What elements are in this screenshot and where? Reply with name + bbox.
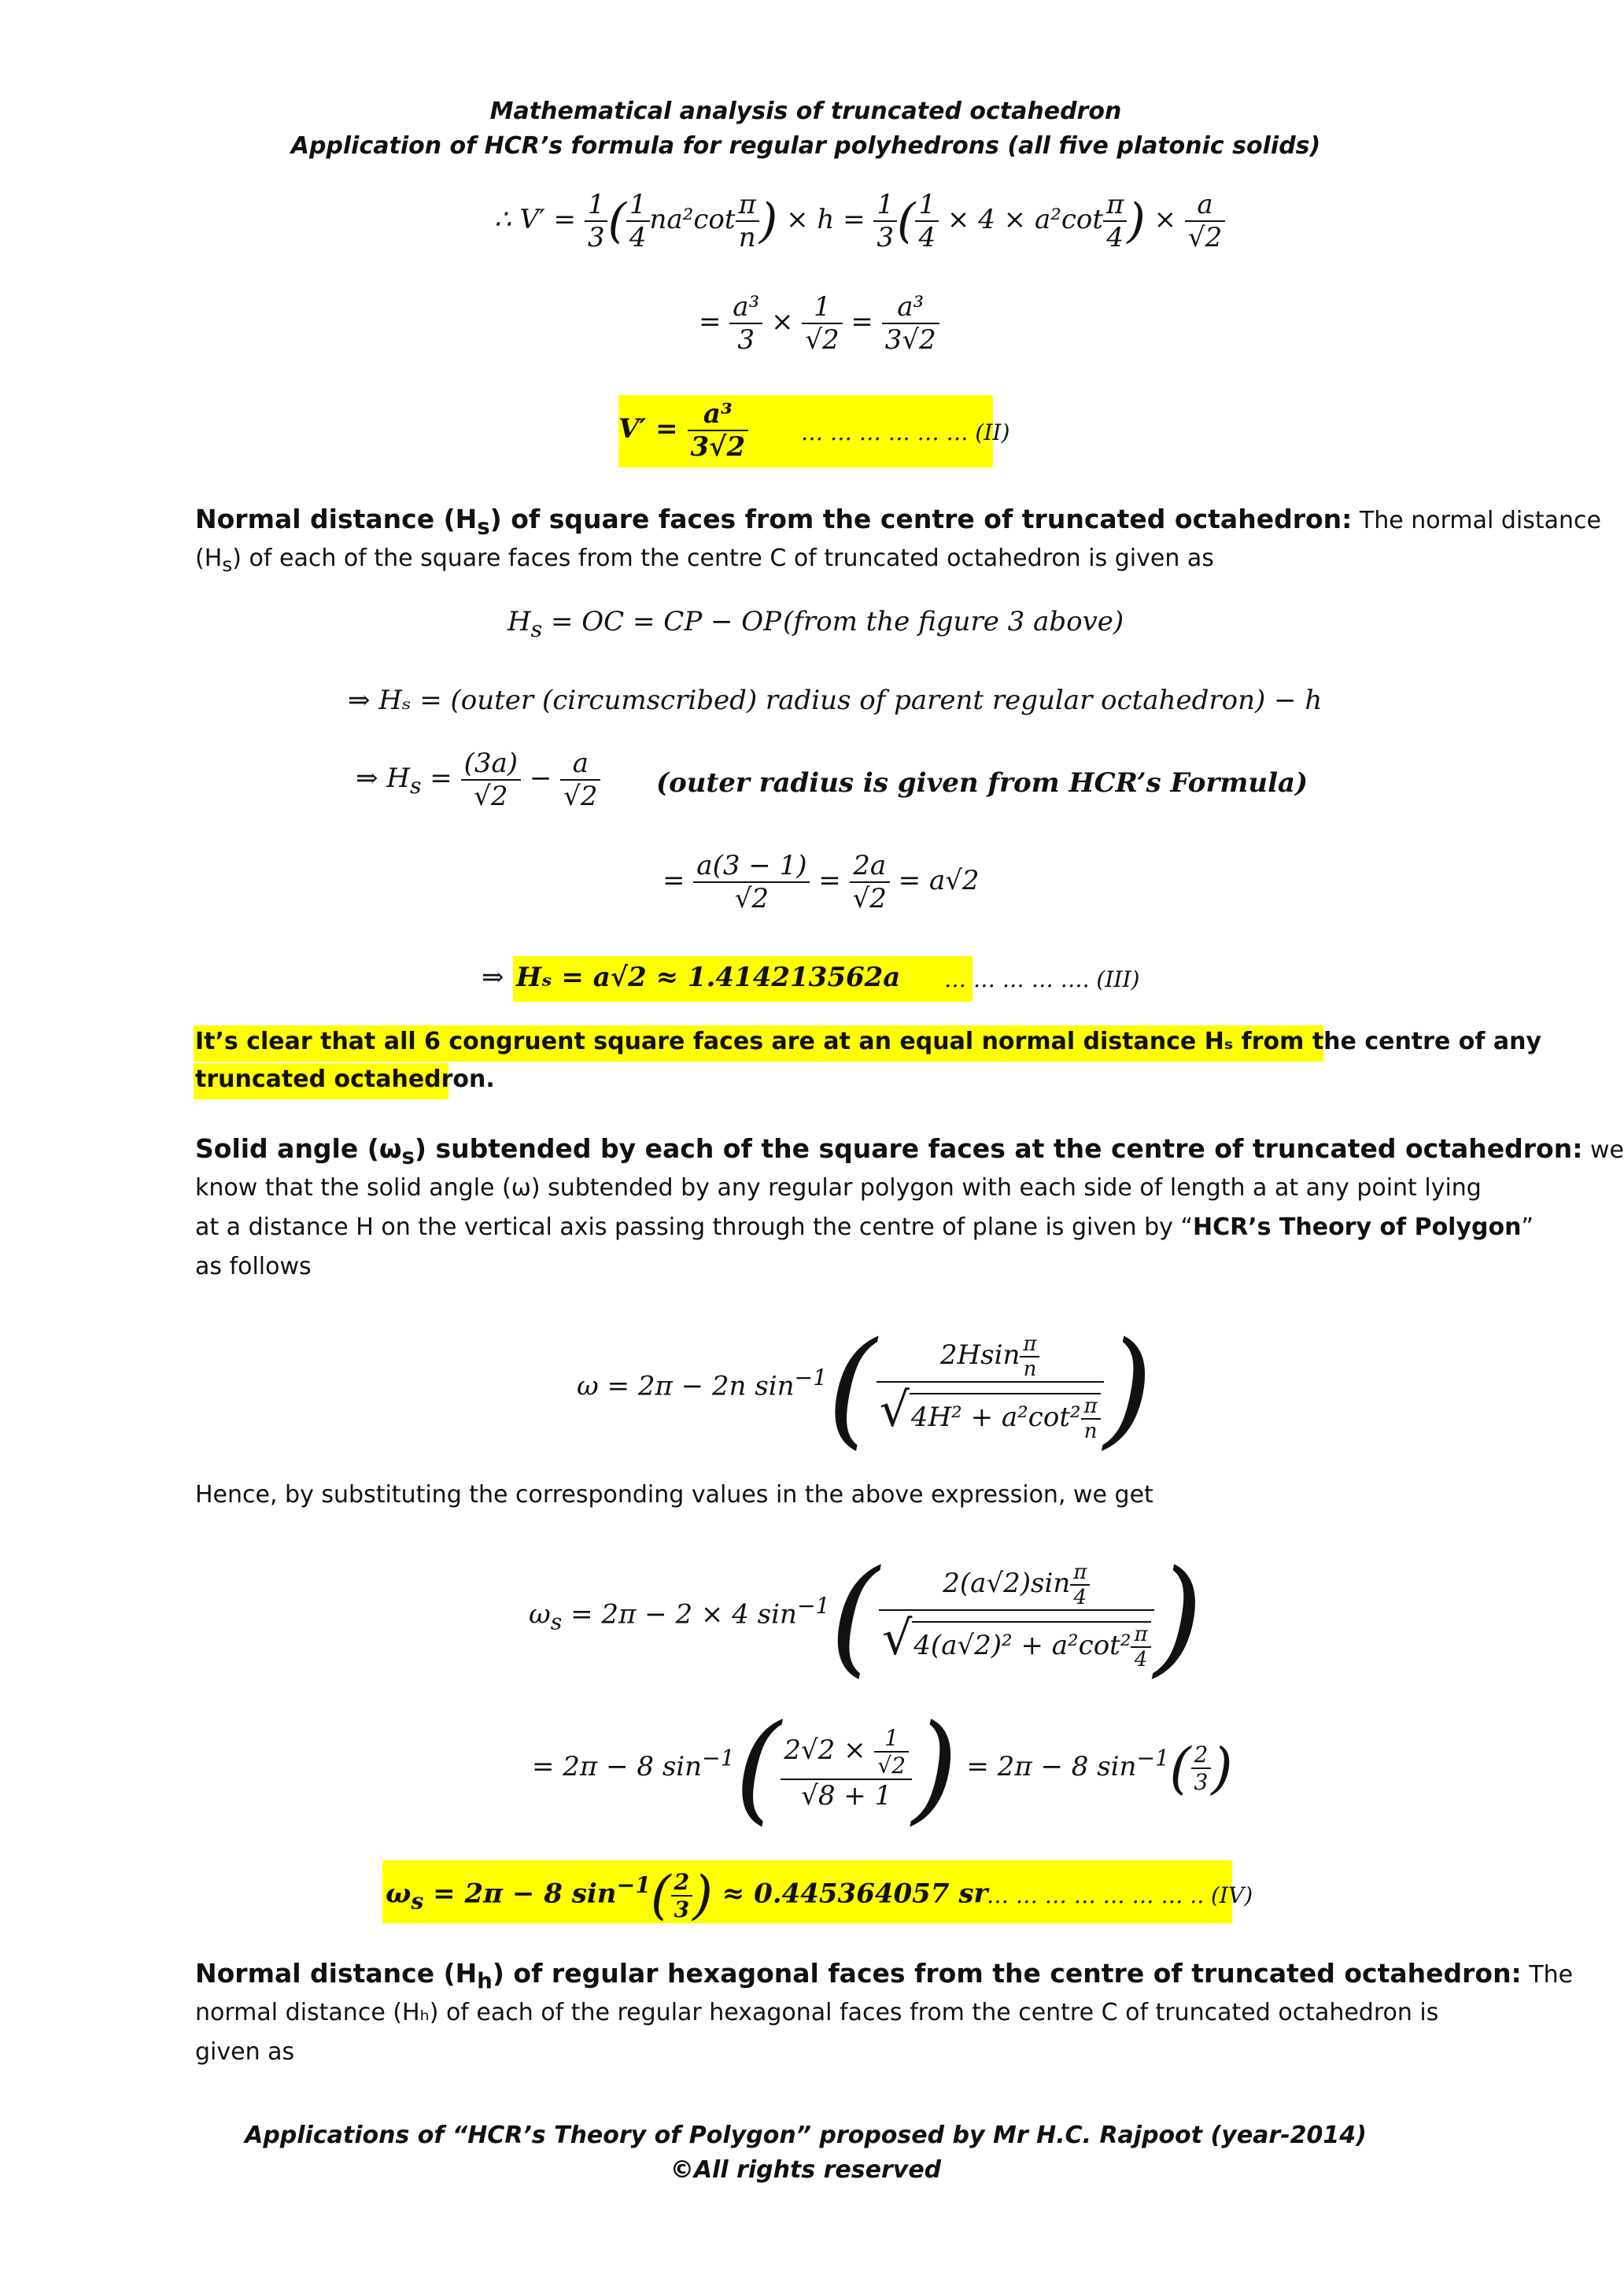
section-hs-heading: Normal distance $(H_s)$ of square faces from the centre of truncated octahedron: The normal distance [195, 504, 1601, 540]
section-ws-line2: know that the solid angle (ω) subtended by any regular polygon with each side of length a at any point lying [195, 1174, 1482, 1202]
footer-copyright: ©All rights reserved [670, 2156, 942, 2184]
hs-equation-4: = $\frac{a(3 - 1)}{√2}$ = $\frac{2a}{√2}$ = a√2 [663, 850, 980, 914]
omega-s-substitution: $\omega_s = 2\pi - 2 \times 4$ $\sin^{-1}$( 2(a√2)sin $\frac{\pi}{4}$ √4(a√2)² + a²cot² $\frac{\pi}{4}$ ) [529, 1542, 1203, 1690]
hs-equation-2: ⇒ Hₛ = (outer (circumscribed) radius of parent regular octahedron) − h [348, 685, 1323, 716]
section-hh-line3: given as [195, 2038, 295, 2066]
omega-s-result: $\omega_s = 2\pi - 8$ $\sin^{-1}$( $\frac{2}{3}$ ) ≈ 0.445364057 sr [386, 1865, 988, 1926]
header-title: Mathematical analysis of truncated octahedron [489, 98, 1122, 125]
hence-text: Hence, by substituting the corresponding values in the above expression, we get [195, 1481, 1153, 1509]
omega-s-simplification: = 2π − 8 $\sin^{-1}$( 2√2 × $\frac{1}{√2}$ √8 + 1 ) = 2π − 8 $\sin^{-1}$( $\frac{2}{3}$ ) [532, 1700, 1233, 1837]
hs-equation-3-note: (outer radius is given from HCR’s Formula) [656, 767, 1308, 799]
hs-equation-1-note: (from the figure 3 above) [783, 606, 1124, 637]
volume-equation-number: … … … … … … (II) [801, 419, 1010, 445]
hs-equation-number: … … … … …. (III) [944, 966, 1140, 992]
footer-credit: Applications of “HCR’s Theory of Polygon” proposed by Mr H.C. Rajpoot (year-2014) [245, 2122, 1367, 2149]
section-ws-heading: Solid angle $(\omega_s)$ subtended by each of the square faces at the centre of truncated octahedron: we [195, 1133, 1624, 1169]
hs-equation-1: $H_s$ = OC = CP − OP [507, 606, 782, 642]
omega-general-formula: ω = 2π − 2n $\sin^{-1}$( 2Hsin $\frac{\pi}{n}$ √4H² + a²cot² $\frac{\pi}{n}$ ) [577, 1314, 1153, 1461]
hs-equation-3: ⇒ $H_s$ = $\frac{(3a)}{√2}$ − $\frac{a}{√2}$ [356, 748, 600, 812]
header-subtitle: Application of HCR’s formula for regular polyhedrons (all five platonic solids) [290, 132, 1321, 160]
hs-result-arrow: ⇒ [482, 962, 504, 993]
section-ws-line4: as follows [195, 1253, 312, 1280]
volume-result: V′ = $\frac{\text{a³}}{3√2}$ [618, 398, 748, 463]
section-ws-line3: at a distance H on the vertical axis passing through the centre of plane is given by “HCR’s Theory of Polygon” [195, 1213, 1534, 1241]
hs-note-line1: It’s clear that all 6 congruent square faces are at an equal normal distance Hₛ from the centre of any [195, 1028, 1541, 1055]
volume-equation-2: = $\frac{\text{a³}}{3}$ × $\frac{1}{√2}$ = $\frac{\text{a³}}{3√2}$ [699, 291, 939, 356]
section-hh-heading: Normal distance $(H_h)$ of regular hexagonal faces from the centre of truncated octahedron: The [195, 1958, 1574, 1994]
section-hs-intro: $(H_s)$ of each of the square faces from the centre C of truncated octahedron is given as [195, 545, 1214, 576]
volume-equation-1: ∴ V′ = $\frac{1}{3}$ ( $\frac{1}{4}$ na²cot $\frac{\pi}{n}$ ) × h = $\frac{1}{3}$ ( $\frac{1}{4}$ × 4 × a²cot $\frac{\pi}{4}$ ) × $\frac{a}{√2}$ [494, 189, 1225, 253]
hs-note-line2: truncated octahedron. [195, 1066, 495, 1093]
omega-s-equation-number: … … … … … … … .. (IV) [987, 1882, 1253, 1908]
section-hh-line2: normal distance (Hₕ) of each of the regular hexagonal faces from the centre C of truncated octahedron is [195, 1999, 1439, 2026]
hs-result: Hₛ = a√2 ≈ 1.414213562a [516, 962, 901, 993]
